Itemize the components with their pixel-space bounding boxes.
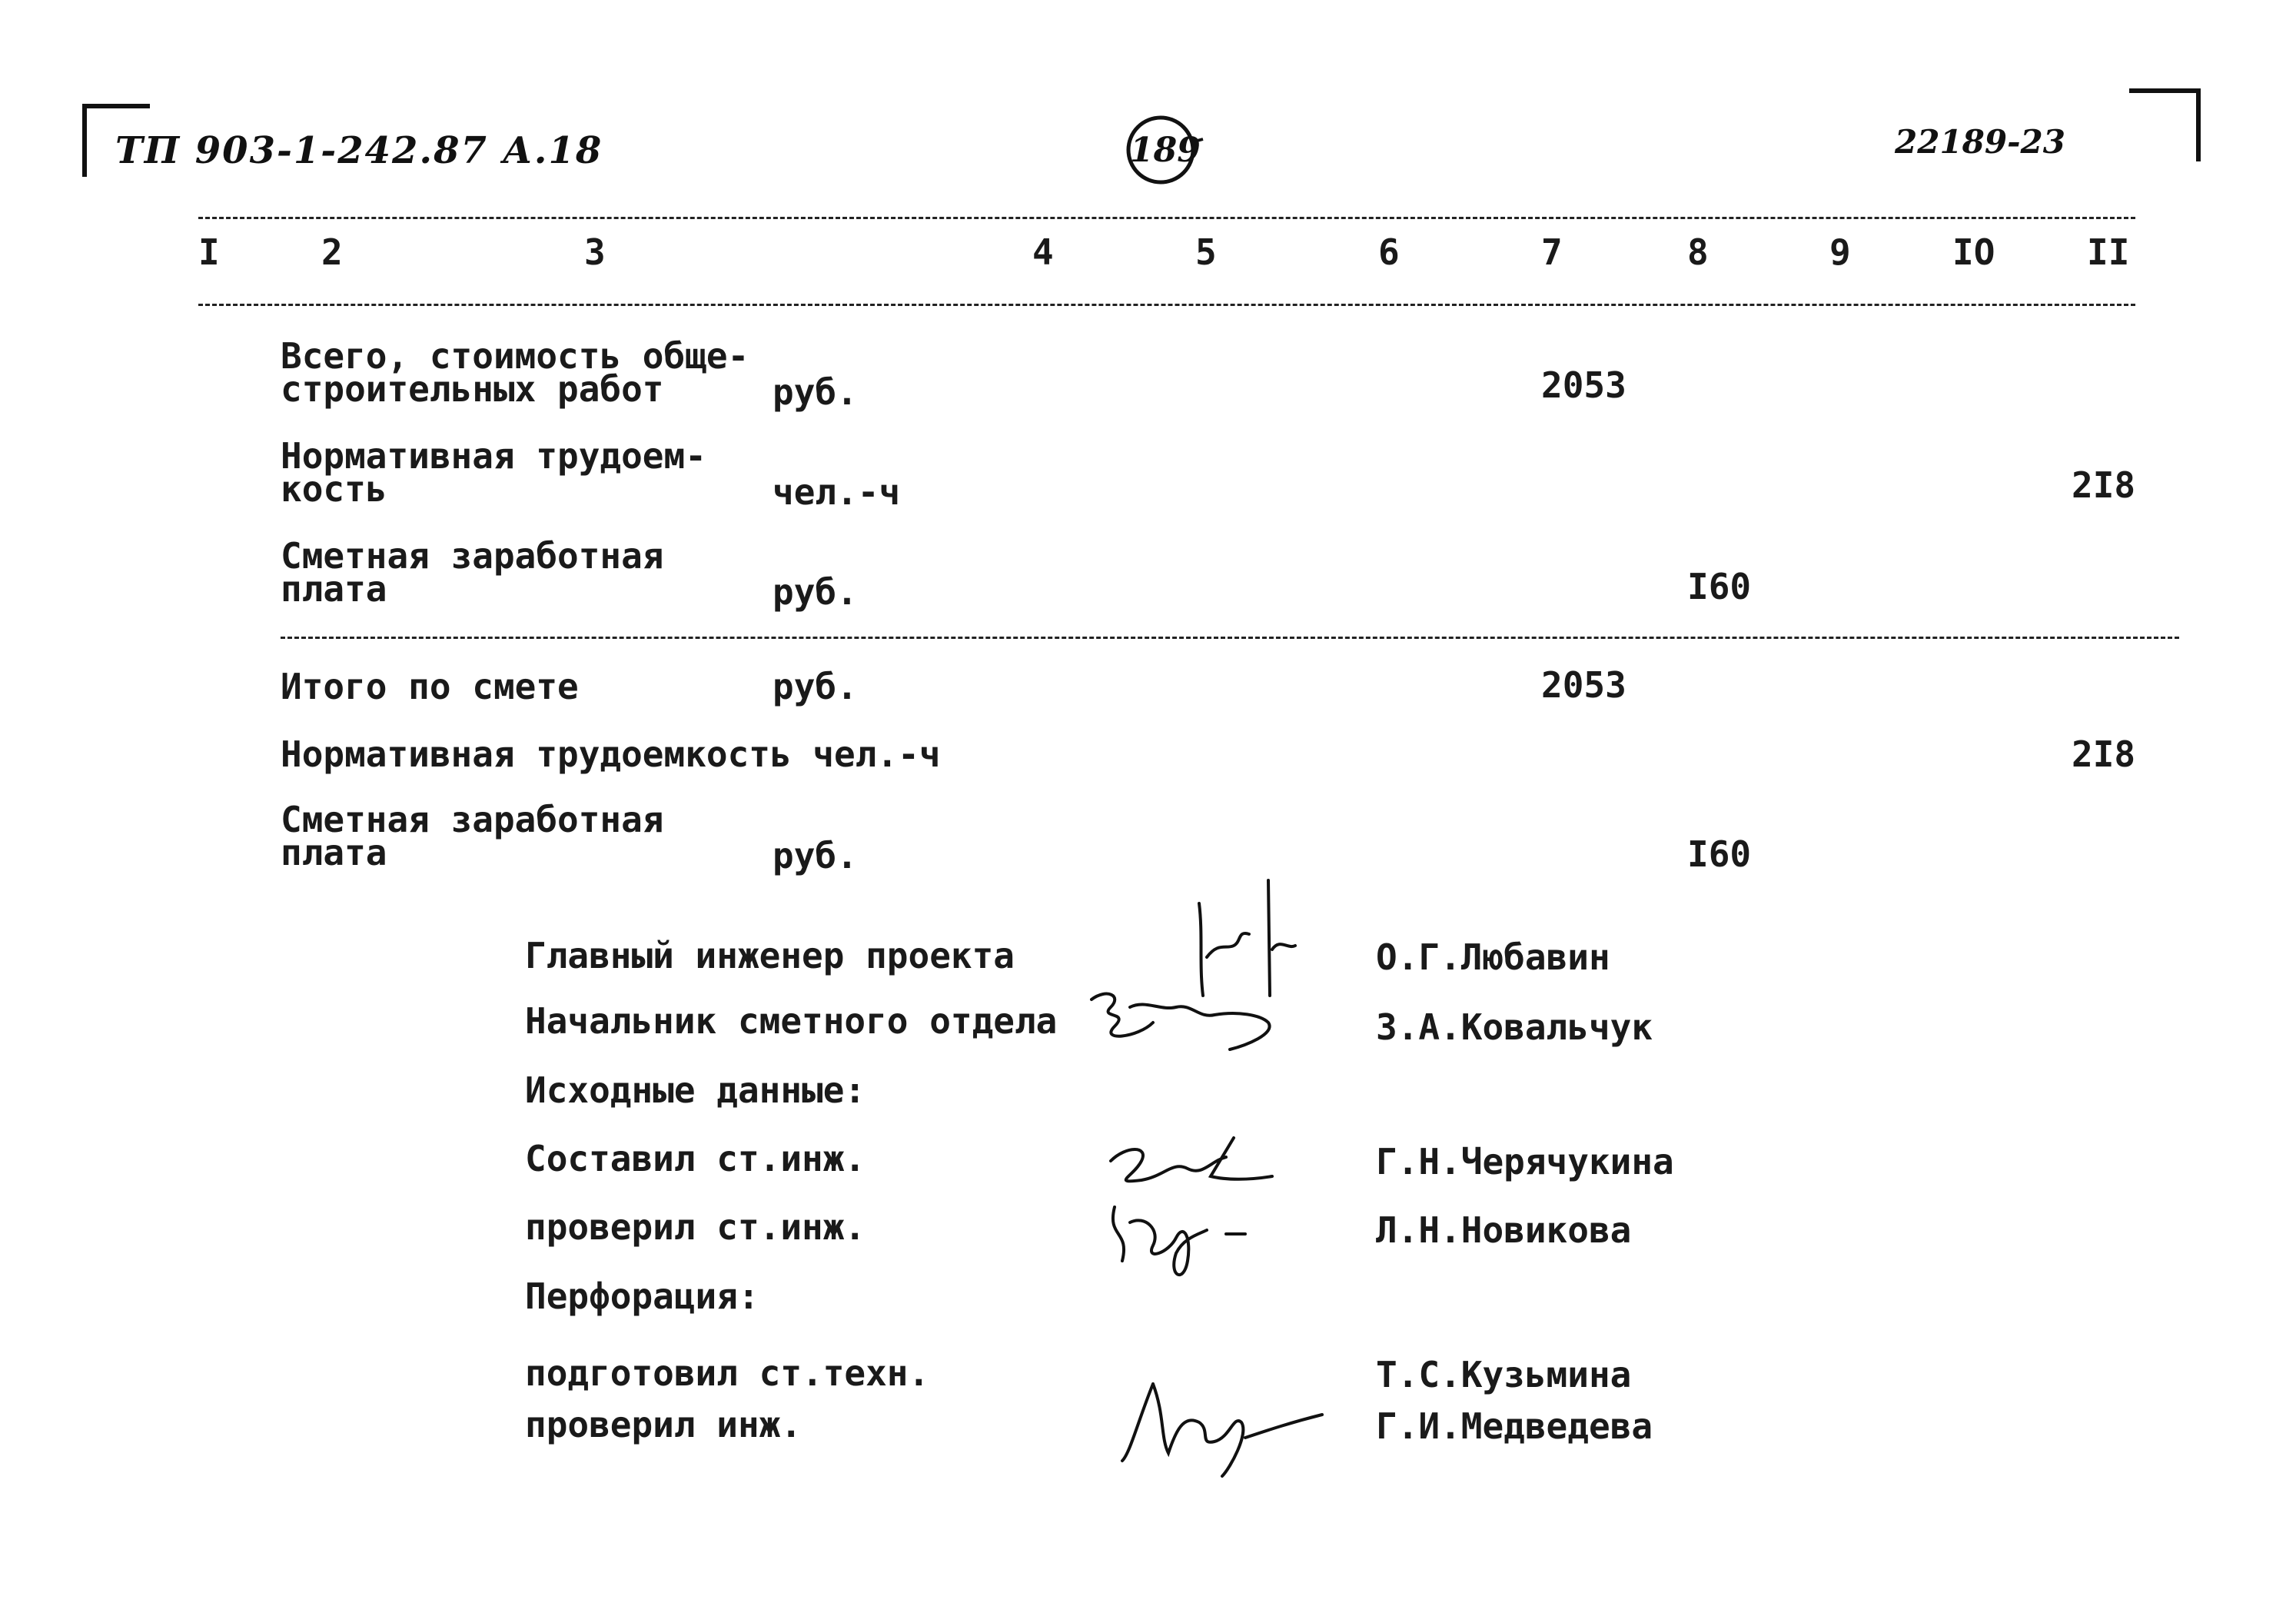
row-estimate-labor-value: 2I8 — [2072, 733, 2136, 775]
header-top-rule — [198, 217, 2135, 219]
signatory-role-compiled: Составил ст.инж. — [525, 1138, 866, 1179]
row-wage-label-line2: плата — [281, 568, 387, 610]
row-estimate-total-value: 2053 — [1541, 664, 1626, 706]
row-total-cost-label-line2: строительных работ — [281, 368, 664, 410]
row-labor-value: 2I8 — [2072, 464, 2136, 506]
row-total-cost-unit: руб. — [773, 371, 858, 413]
signatory-name-lyubavin: О.Г.Любавин — [1376, 936, 1610, 978]
signatory-name-novikova: Л.Н.Новикова — [1376, 1209, 1632, 1251]
column-header-1: I — [198, 231, 220, 273]
row-estimate-wage-value: I60 — [1687, 833, 1752, 875]
signatory-name-kovalchuk: З.А.Ковальчук — [1376, 1006, 1653, 1048]
signature-estimates-head — [1084, 976, 1330, 1069]
column-header-5: 5 — [1195, 231, 1217, 273]
signatory-name-cheryachukina: Г.Н.Черячукина — [1376, 1141, 1674, 1182]
column-header-7: 7 — [1541, 231, 1563, 273]
row-estimate-total-label: Итого по смете — [281, 666, 579, 707]
signatory-role-checked: проверил ст.инж. — [525, 1206, 866, 1248]
row-labor-label-line1: Нормативная трудоем- — [281, 435, 706, 477]
row-estimate-wage-label-line1: Сметная заработная — [281, 799, 664, 840]
row-wage-value: I60 — [1687, 566, 1752, 607]
section-perforation: Перфорация: — [525, 1275, 759, 1317]
column-header-8: 8 — [1687, 231, 1709, 273]
column-header-6: 6 — [1378, 231, 1400, 273]
column-header-3: 3 — [584, 231, 606, 273]
row-estimate-wage-label-line2: плата — [281, 832, 387, 873]
page-number: 189 — [1130, 131, 1201, 170]
row-estimate-total-unit: руб. — [773, 666, 858, 707]
header-bottom-rule — [198, 304, 2135, 306]
signatory-role-chief-engineer: Главный инженер проекта — [525, 935, 1015, 976]
row-labor-label-line2: кость — [281, 468, 387, 510]
row-wage-label-line1: Сметная заработная — [281, 535, 664, 577]
section-divider-rule — [281, 637, 2179, 639]
row-total-cost-value: 2053 — [1541, 364, 1626, 406]
document-code: ТП 903-1-242.87 А.18 — [115, 129, 603, 172]
signature-checked — [1092, 1192, 1291, 1299]
row-labor-unit: чел.-ч — [773, 471, 901, 513]
section-source-data: Исходные данные: — [525, 1069, 866, 1111]
signatory-name-kuzmina: Т.С.Кузьмина — [1376, 1354, 1632, 1395]
row-estimate-labor-label: Нормативная трудоемкость чел.-ч — [281, 733, 941, 775]
signatory-role-estimates-head: Начальник сметного отдела — [525, 1000, 1058, 1042]
document-number: 22189-23 — [1895, 123, 2065, 161]
signatory-name-medvedeva: Г.И.Медведева — [1376, 1405, 1653, 1447]
column-header-9: 9 — [1829, 231, 1851, 273]
row-wage-unit: руб. — [773, 571, 858, 613]
signatory-role-checked-eng: проверил инж. — [525, 1404, 802, 1445]
column-header-11: II — [2087, 231, 2130, 273]
column-header-2: 2 — [321, 231, 343, 273]
column-header-10: IO — [1952, 231, 1995, 273]
row-total-cost-label-line1: Всего, стоимость обще- — [281, 335, 749, 377]
signature-medvedeva — [1107, 1369, 1353, 1484]
signatory-role-prepared: подготовил ст.техн. — [525, 1352, 930, 1394]
corner-bracket-right — [2122, 85, 2229, 177]
column-header-4: 4 — [1032, 231, 1054, 273]
row-estimate-wage-unit: руб. — [773, 835, 858, 876]
